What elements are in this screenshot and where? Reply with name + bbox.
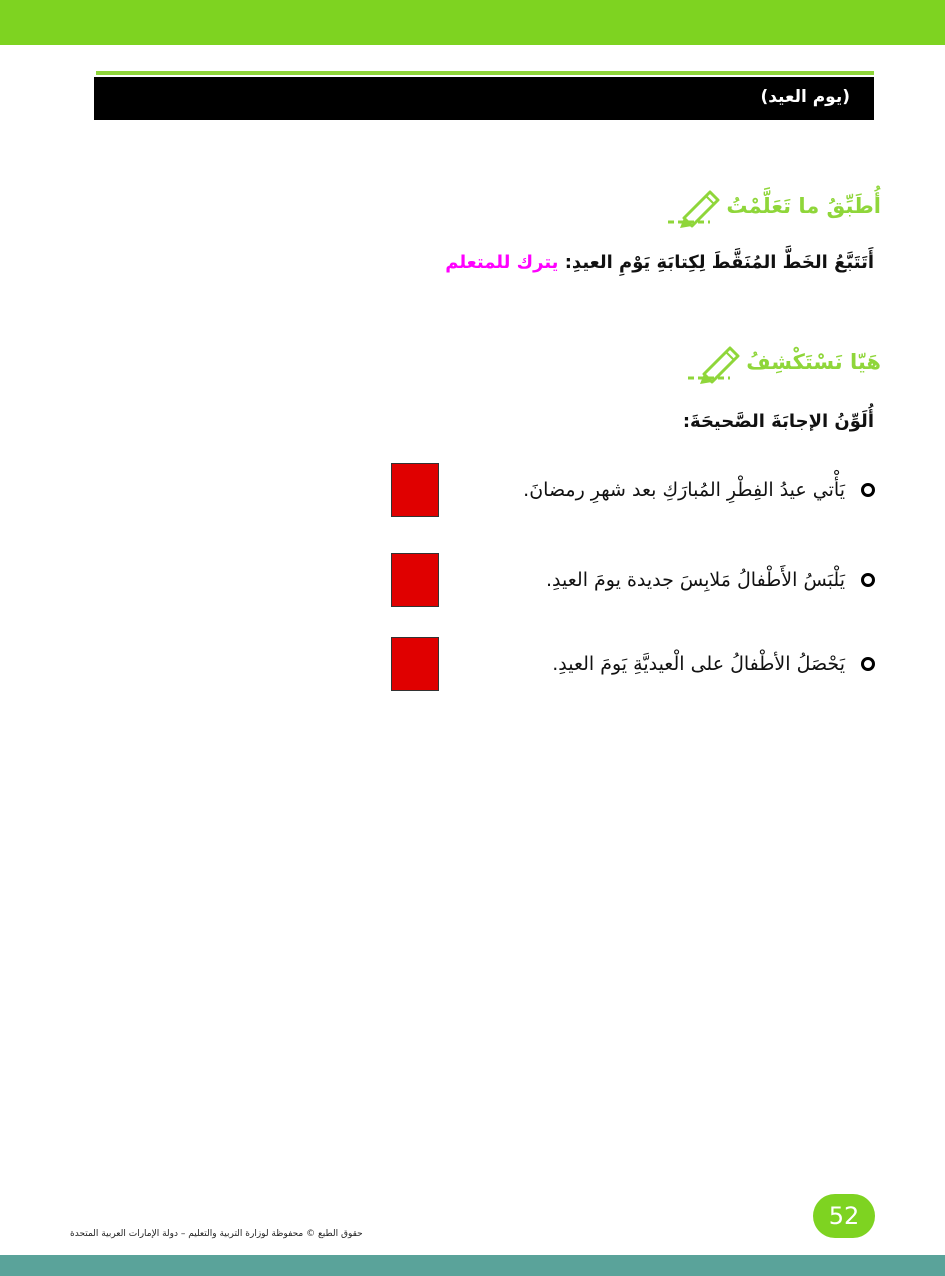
page-title: (يوم العيد)	[760, 87, 850, 107]
title-bar	[94, 77, 874, 120]
instruction-text: أَتَتَبَّعُ الخَطَّ المُنَقَّطَ لِكِتابَةِ يَوْمِ العيدِ:	[564, 252, 874, 273]
bullet-icon	[861, 483, 875, 497]
list-item	[391, 463, 875, 517]
bottom-accent-bar	[0, 1255, 945, 1276]
item-text: يَلْبَسُ الأَطْفالُ مَلابِسَ جديدة يومَ العيدِ.	[546, 569, 845, 591]
answer-box[interactable]	[391, 637, 439, 691]
section-heading-label: أُطَبِّقُ ما تَعَلَّمْتُ	[726, 194, 881, 218]
top-accent-bar	[0, 0, 945, 45]
section-heading-explore	[686, 340, 881, 384]
list-item	[391, 637, 875, 691]
instruction-trace	[445, 252, 874, 273]
teacher-note: يترك للمتعلم	[445, 252, 559, 273]
title-underline	[96, 71, 874, 75]
bullet-icon	[861, 573, 875, 587]
page-number: 52	[813, 1194, 875, 1238]
answer-box[interactable]	[391, 553, 439, 607]
section-heading-label: هَيّا نَسْتَكْشِفُ	[746, 350, 881, 374]
list-item	[391, 553, 875, 607]
instruction-color: أُلَوِّنُ الإجابَةَ الصَّحيحَةَ:	[682, 411, 874, 432]
item-text: يَأْتي عيدُ الفِطْرِ المُبارَكِ بعد شهرِ رمضانَ.	[523, 479, 845, 501]
pencil-icon	[666, 184, 726, 228]
bullet-icon	[861, 657, 875, 671]
copyright-notice: حقوق الطبع © محفوظة لوزارة التربية والتعليم – دولة الإمارات العربية المتحدة	[70, 1229, 363, 1239]
section-heading-apply	[666, 184, 881, 228]
pencil-icon	[686, 340, 746, 384]
item-text: يَحْصَلُ الأطْفالُ على الْعيديَّةِ يَومَ العيدِ.	[552, 653, 845, 675]
answer-box[interactable]	[391, 463, 439, 517]
